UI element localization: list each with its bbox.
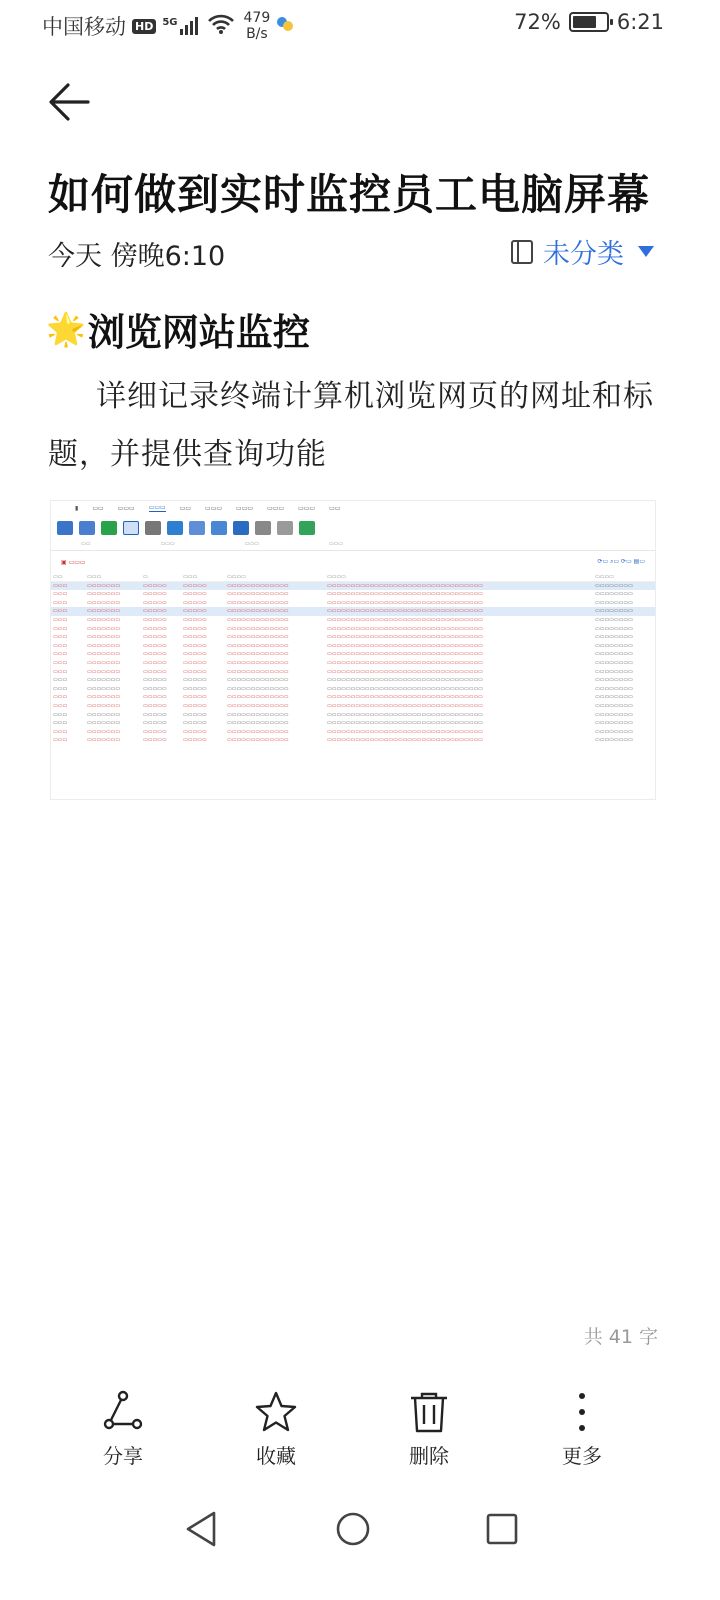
battery-text: 72%: [514, 10, 561, 34]
image-table-row: ▭▭▭ ▭▭▭▭▭▭▭ ▭▭▭▭▭ ▭▭▭▭▭ ▭▭▭▭▭▭▭▭▭▭▭▭▭ ▭▭▭▭▭▭▭▭▭▭▭▭▭▭▭▭▭▭▭▭▭▭▭▭▭▭▭▭▭▭▭▭▭ ▭▭▭▭▭▭▭▭: [53, 616, 633, 623]
more-button[interactable]: [532, 1390, 632, 1469]
back-button[interactable]: [44, 76, 96, 128]
more-vertical-icon: [560, 1390, 604, 1434]
image-table-row: ▭▭▭ ▭▭▭▭▭▭▭ ▭▭▭▭▭ ▭▭▭▭▭ ▭▭▭▭▭▭▭▭▭▭▭▭▭ ▭▭▭▭▭▭▭▭▭▭▭▭▭▭▭▭▭▭▭▭▭▭▭▭▭▭▭▭▭▭▭▭▭ ▭▭▭▭▭▭▭▭: [53, 668, 633, 675]
image-table-row: ▭▭▭ ▭▭▭▭▭▭▭ ▭▭▭▭▭ ▭▭▭▭▭ ▭▭▭▭▭▭▭▭▭▭▭▭▭ ▭▭▭▭▭▭▭▭▭▭▭▭▭▭▭▭▭▭▭▭▭▭▭▭▭▭▭▭▭▭▭▭▭ ▭▭▭▭▭▭▭▭: [53, 625, 633, 632]
share-button[interactable]: [73, 1390, 173, 1469]
nav-home-icon: [328, 1504, 378, 1554]
image-toolbar: ▣ ▭▭▭ ⟳▭ ⌕▭ ⟳▭ ▤▭: [61, 558, 645, 566]
status-bar: [0, 0, 720, 48]
word-count: 共 41 字: [583, 1326, 658, 1348]
trash-icon: [407, 1390, 451, 1434]
category-selector[interactable]: [509, 232, 654, 271]
image-table-row: ▭▭▭ ▭▭▭▭▭▭▭ ▭▭▭▭▭ ▭▭▭▭▭ ▭▭▭▭▭▭▭▭▭▭▭▭▭ ▭▭▭▭▭▭▭▭▭▭▭▭▭▭▭▭▭▭▭▭▭▭▭▭▭▭▭▭▭▭▭▭▭ ▭▭▭▭▭▭▭▭: [53, 642, 633, 649]
image-table: [51, 573, 655, 745]
carrier-name: 中国移动: [42, 15, 126, 39]
image-ribbon-icons: [51, 515, 655, 541]
image-table-row: ▭▭▭ ▭▭▭▭▭▭▭ ▭▭▭▭▭ ▭▭▭▭▭ ▭▭▭▭▭▭▭▭▭▭▭▭▭ ▭▭▭▭▭▭▭▭▭▭▭▭▭▭▭▭▭▭▭▭▭▭▭▭▭▭▭▭▭▭▭▭▭ ▭▭▭▭▭▭▭▭: [53, 711, 633, 718]
image-table-row: ▭▭▭ ▭▭▭▭▭▭▭ ▭▭▭▭▭ ▭▭▭▭▭ ▭▭▭▭▭▭▭▭▭▭▭▭▭ ▭▭▭▭▭▭▭▭▭▭▭▭▭▭▭▭▭▭▭▭▭▭▭▭▭▭▭▭▭▭▭▭▭ ▭▭▭▭▭▭▭▭: [53, 720, 633, 727]
system-navigation-bar: [0, 1496, 720, 1566]
battery-icon: [569, 12, 609, 32]
image-table-row: ▭▭▭ ▭▭▭▭▭▭▭ ▭▭▭▭▭ ▭▭▭▭▭ ▭▭▭▭▭▭▭▭▭▭▭▭▭ ▭▭▭▭▭▭▭▭▭▭▭▭▭▭▭▭▭▭▭▭▭▭▭▭▭▭▭▭▭▭▭▭▭ ▭▭▭▭▭▭▭▭: [53, 659, 633, 666]
note-title[interactable]: 如何做到实时监控员工电脑屏幕: [48, 170, 651, 219]
image-ribbon-tabs: ▮ ▭▭ ▭▭▭ ▭▭▭ ▭▭ ▭▭▭ ▭▭▭ ▭▭▭ ▭▭▭ ▭▭: [75, 504, 341, 512]
image-ribbon-groups: ▭▭ ▭▭▭ ▭▭▭ ▭▭▭: [51, 541, 655, 551]
share-icon: [101, 1390, 145, 1434]
nav-recent-button[interactable]: [477, 1504, 527, 1554]
clock: 6:21: [616, 10, 664, 34]
image-table-row: ▭▭▭ ▭▭▭▭▭▭▭ ▭▭▭▭▭ ▭▭▭▭▭ ▭▭▭▭▭▭▭▭▭▭▭▭▭ ▭▭▭▭▭▭▭▭▭▭▭▭▭▭▭▭▭▭▭▭▭▭▭▭▭▭▭▭▭▭▭▭▭ ▭▭▭▭▭▭▭▭: [53, 694, 633, 701]
image-table-row: ▭▭▭ ▭▭▭▭▭▭▭ ▭▭▭▭▭ ▭▭▭▭▭ ▭▭▭▭▭▭▭▭▭▭▭▭▭ ▭▭▭▭▭▭▭▭▭▭▭▭▭▭▭▭▭▭▭▭▭▭▭▭▭▭▭▭▭▭▭▭▭ ▭▭▭▭▭▭▭▭: [53, 599, 633, 606]
image-table-row: ▭▭▭ ▭▭▭▭▭▭▭ ▭▭▭▭▭ ▭▭▭▭▭ ▭▭▭▭▭▭▭▭▭▭▭▭▭ ▭▭▭▭▭▭▭▭▭▭▭▭▭▭▭▭▭▭▭▭▭▭▭▭▭▭▭▭▭▭▭▭▭ ▭▭▭▭▭▭▭▭: [53, 651, 633, 658]
delete-label: 删除: [409, 1444, 449, 1468]
image-table-row: ▭▭▭ ▭▭▭▭▭▭▭ ▭▭▭▭▭ ▭▭▭▭▭ ▭▭▭▭▭▭▭▭▭▭▭▭▭ ▭▭▭▭▭▭▭▭▭▭▭▭▭▭▭▭▭▭▭▭▭▭▭▭▭▭▭▭▭▭▭▭▭ ▭▭▭▭▭▭▭▭: [53, 728, 633, 735]
nav-home-button[interactable]: [328, 1504, 378, 1554]
category-label: 未分类: [543, 239, 624, 270]
share-label: 分享: [103, 1444, 143, 1468]
nav-recent-icon: [477, 1504, 527, 1554]
delete-button[interactable]: [379, 1390, 479, 1469]
speed-unit: B/s: [246, 26, 268, 42]
star-emoji-icon: 🌟: [46, 310, 86, 348]
back-arrow-icon: [44, 76, 96, 128]
image-table-row: ▭▭▭ ▭▭▭▭▭▭▭ ▭▭▭▭▭ ▭▭▭▭▭ ▭▭▭▭▭▭▭▭▭▭▭▭▭ ▭▭▭▭▭▭▭▭▭▭▭▭▭▭▭▭▭▭▭▭▭▭▭▭▭▭▭▭▭▭▭▭▭ ▭▭▭▭▭▭▭▭: [53, 685, 633, 692]
signal-icon: [162, 17, 201, 35]
image-table-header: ▭▭ ▭▭▭ ▭ ▭▭▭ ▭▭▭▭ ▭▭▭▭ ▭▭▭▭: [51, 573, 655, 582]
nav-back-icon: [177, 1504, 227, 1554]
section-heading[interactable]: [46, 302, 310, 356]
note-paragraph[interactable]: 详细记录终端计算机浏览网页的网址和标题，并提供查询功能: [48, 379, 654, 472]
more-label: 更多: [562, 1444, 602, 1468]
note-date: 今天 傍晚6:10: [48, 241, 226, 272]
network-speed: [244, 10, 271, 42]
image-table-row: ▭▭▭ ▭▭▭▭▭▭▭ ▭▭▭▭▭ ▭▭▭▭▭ ▭▭▭▭▭▭▭▭▭▭▭▭▭ ▭▭▭▭▭▭▭▭▭▭▭▭▭▭▭▭▭▭▭▭▭▭▭▭▭▭▭▭▭▭▭▭▭ ▭▭▭▭▭▭▭▭: [53, 737, 633, 744]
image-table-row: ▭▭▭ ▭▭▭▭▭▭▭ ▭▭▭▭▭ ▭▭▭▭▭ ▭▭▭▭▭▭▭▭▭▭▭▭▭ ▭▭▭▭▭▭▭▭▭▭▭▭▭▭▭▭▭▭▭▭▭▭▭▭▭▭▭▭▭▭▭▭▭ ▭▭▭▭▭▭▭▭: [53, 677, 633, 684]
image-table-row: ▭▭▭ ▭▭▭▭▭▭▭ ▭▭▭▭▭ ▭▭▭▭▭ ▭▭▭▭▭▭▭▭▭▭▭▭▭ ▭▭▭▭▭▭▭▭▭▭▭▭▭▭▭▭▭▭▭▭▭▭▭▭▭▭▭▭▭▭▭▭▭ ▭▭▭▭▭▭▭▭: [53, 702, 633, 709]
speed-value: 479: [243, 10, 271, 26]
embedded-screenshot-image[interactable]: [50, 500, 656, 800]
battery-level: [573, 16, 596, 28]
app-notification-icon: [276, 14, 294, 38]
nav-back-button[interactable]: [177, 1504, 227, 1554]
image-table-row: ▭▭▭ ▭▭▭▭▭▭▭ ▭▭▭▭▭ ▭▭▭▭▭ ▭▭▭▭▭▭▭▭▭▭▭▭▭ ▭▭▭▭▭▭▭▭▭▭▭▭▭▭▭▭▭▭▭▭▭▭▭▭▭▭▭▭▭▭▭▭▭ ▭▭▭▭▭▭▭▭: [51, 582, 655, 591]
image-table-row: ▭▭▭ ▭▭▭▭▭▭▭ ▭▭▭▭▭ ▭▭▭▭▭ ▭▭▭▭▭▭▭▭▭▭▭▭▭ ▭▭▭▭▭▭▭▭▭▭▭▭▭▭▭▭▭▭▭▭▭▭▭▭▭▭▭▭▭▭▭▭▭ ▭▭▭▭▭▭▭▭: [53, 591, 633, 598]
image-table-row: ▭▭▭ ▭▭▭▭▭▭▭ ▭▭▭▭▭ ▭▭▭▭▭ ▭▭▭▭▭▭▭▭▭▭▭▭▭ ▭▭▭▭▭▭▭▭▭▭▭▭▭▭▭▭▭▭▭▭▭▭▭▭▭▭▭▭▭▭▭▭▭ ▭▭▭▭▭▭▭▭: [51, 607, 655, 616]
favorite-label: 收藏: [256, 1444, 296, 1468]
heading-text: 浏览网站监控: [87, 311, 310, 354]
notebook-icon: [509, 238, 535, 266]
bottom-action-bar: [0, 1390, 720, 1480]
star-icon: [254, 1390, 298, 1434]
network-type: 5G: [162, 17, 178, 28]
chevron-down-icon: [638, 246, 654, 257]
wifi-icon: [208, 14, 234, 39]
image-table-row: ▭▭▭ ▭▭▭▭▭▭▭ ▭▭▭▭▭ ▭▭▭▭▭ ▭▭▭▭▭▭▭▭▭▭▭▭▭ ▭▭▭▭▭▭▭▭▭▭▭▭▭▭▭▭▭▭▭▭▭▭▭▭▭▭▭▭▭▭▭▭▭ ▭▭▭▭▭▭▭▭: [53, 634, 633, 641]
hd-badge: HD: [132, 19, 156, 34]
favorite-button[interactable]: [226, 1390, 326, 1469]
